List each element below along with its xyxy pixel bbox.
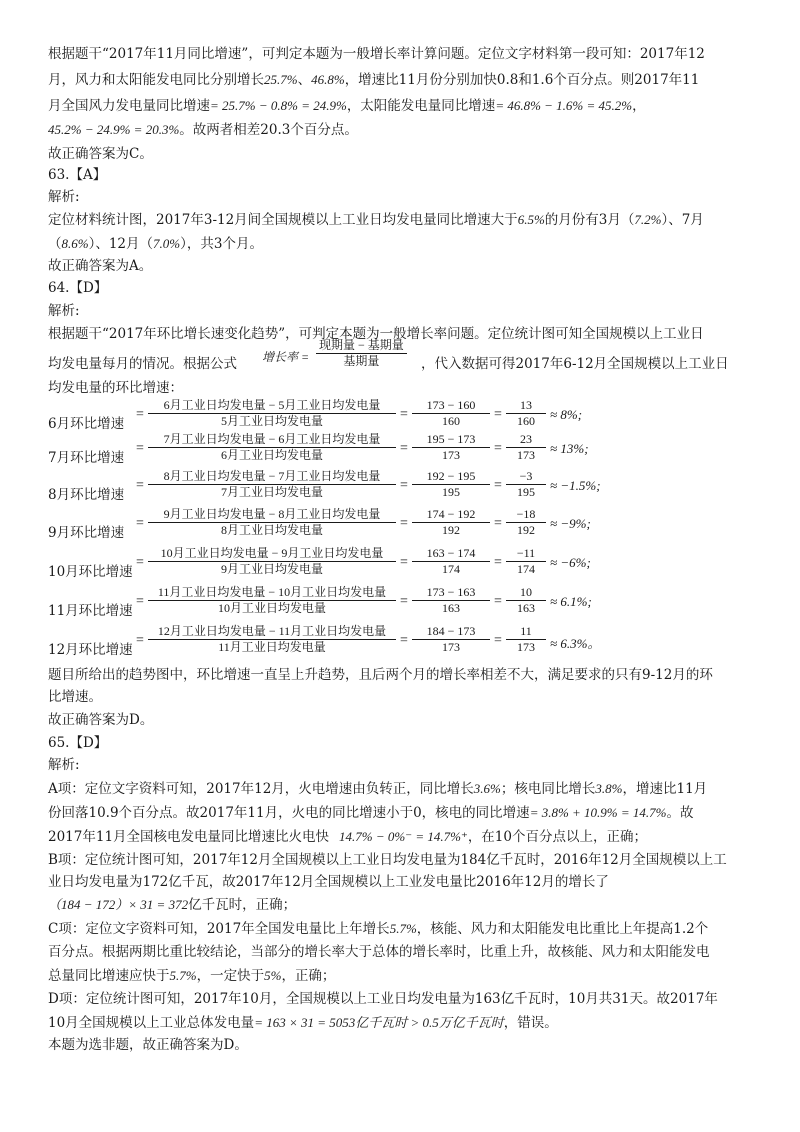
text-run: 月，风力和太阳能发电同比分别增长	[48, 72, 264, 88]
number-numerator: 173 − 163	[426, 585, 476, 599]
approx-result: ≈ −9%;	[550, 516, 591, 531]
simplified-denominator: 163	[517, 601, 535, 615]
ratio-row	[48, 469, 752, 505]
final-answer-line: 本题为选非题，故正确答案为D。	[48, 1037, 248, 1053]
equals-sign: =	[494, 478, 502, 493]
option-a-line	[48, 804, 752, 822]
word-denominator: 6月工业日均发电量	[220, 448, 323, 462]
simplified-numerator: −3	[519, 469, 533, 483]
text-run: ，增速比11月	[622, 781, 708, 797]
text-run: 2017年11月全国核电发电量同比增速比火电快	[48, 829, 330, 845]
approx-result: ≈ 13%;	[550, 441, 589, 456]
simplified-denominator: 195	[517, 485, 535, 499]
math-inline: = 46.8% − 1.6% = 45.2%	[495, 98, 633, 113]
text-run: 、	[297, 72, 312, 88]
text-run: ，在10个百分点以上，正确；	[467, 829, 647, 845]
word-fraction	[148, 546, 396, 577]
word-numerator: 6月工业日均发电量 − 5月工业日均发电量	[163, 398, 381, 412]
approx-result: ≈ 6.1%;	[550, 594, 592, 609]
option-c-line	[48, 967, 752, 985]
math-inline: = 163 × 31 = 5053亿千瓦时 > 0.5万亿千瓦时	[254, 1015, 504, 1030]
math-inline: 5.7%	[389, 921, 417, 936]
text-run: 。故	[666, 805, 694, 821]
text-run: 总量同比增速应快于	[48, 968, 170, 984]
word-fraction	[148, 507, 396, 538]
number-numerator: 173 − 160	[426, 398, 476, 412]
option-c-line	[48, 920, 752, 938]
math-inline: = 25.7% − 0.8% = 24.9%	[210, 98, 347, 113]
paragraph-line: 题目所给出的趋势图中，环比增速一直呈上升趋势，且后两个月的增长率相差不大，满足要求的只有9-12月的环	[48, 667, 713, 683]
ratio-row	[48, 624, 752, 660]
number-denominator: 173	[442, 448, 460, 462]
text-run: ，一定快于	[196, 968, 265, 984]
equals-sign: =	[400, 516, 408, 531]
row-label: 8月环比增速	[48, 487, 125, 503]
paragraph-line: 根据题干“2017年11月同比增速”，可判定本题为一般增长率计算问题。定位文字材料第一段可知：2017年12	[48, 46, 705, 62]
question-header: 63.【A】	[48, 167, 107, 183]
word-numerator: 7月工业日均发电量 − 6月工业日均发电量	[163, 432, 381, 446]
approx-result: ≈ 8%;	[550, 407, 583, 422]
analysis-label: 解析:	[48, 189, 80, 205]
paragraph-line: 均发电量的环比增速：	[48, 380, 183, 396]
word-numerator: 10月工业日均发电量 − 9月工业日均发电量	[160, 546, 384, 560]
math-inline: （184 − 172）× 31 = 372	[48, 897, 189, 912]
growth-rate-formula	[262, 338, 422, 374]
text-run: 均发电量每月的情况。根据公式	[48, 356, 237, 372]
text-run: 亿千瓦时，正确；	[188, 897, 297, 913]
text-run: 月全国风力发电量同比增速	[48, 98, 210, 114]
question-header: 65.【D】	[48, 735, 108, 751]
row-label: 9月环比增速	[48, 525, 125, 541]
option-b-line: B项：定位统计图可知，2017年12月全国规模以上工业日均发电量为184亿千瓦时，2016年12月全国规模以上工	[48, 852, 727, 868]
option-d-line	[48, 1014, 752, 1032]
math-inline: 7.0%	[153, 236, 181, 251]
equals-sign: =	[400, 441, 408, 456]
text-run: 。故两者相差20.3个百分点。	[179, 122, 358, 138]
paragraph-line: 比增速。	[48, 689, 102, 705]
text-run: ，增速比11月份分别加快0.8和1.6个百分点。则2017年11	[344, 72, 700, 88]
simplified-fraction	[506, 585, 546, 616]
text-run: 的月份有3月（	[544, 212, 635, 228]
word-fraction	[148, 469, 396, 500]
word-denominator: 10月工业日均发电量	[217, 601, 326, 615]
number-fraction	[412, 546, 490, 577]
text-run: ）、7月	[661, 212, 704, 228]
math-inline: 8.6%	[61, 236, 89, 251]
ratio-row	[48, 432, 752, 468]
math-inline: 46.8%	[311, 72, 345, 87]
math-inline: 3.8%	[595, 781, 623, 796]
text-run: C项：定位文字资料可知，2017年全国发电量比上年增长	[48, 921, 390, 937]
word-denominator: 9月工业日均发电量	[220, 562, 323, 576]
ratio-row	[48, 507, 752, 543]
simplified-denominator: 173	[517, 640, 535, 654]
paragraph-line: 根据题干“2017年环比增长速变化趋势”，可判定本题为一般增长率问题。定位统计图可知全国规模以上工业日	[48, 326, 704, 342]
option-b-line	[48, 896, 752, 914]
simplified-denominator: 192	[517, 523, 535, 537]
math-inline: 3.6%	[473, 781, 501, 796]
number-denominator: 160	[442, 414, 460, 428]
equals-sign: =	[136, 555, 144, 570]
equals-sign: =	[136, 478, 144, 493]
approx-result: ≈ −1.5%;	[550, 478, 601, 493]
paragraph-line	[48, 97, 752, 115]
word-denominator: 7月工业日均发电量	[220, 485, 323, 499]
math-inline: 5.7%	[169, 968, 197, 983]
number-fraction	[412, 398, 490, 429]
simplified-numerator: −18	[516, 507, 536, 521]
word-numerator: 12月工业日均发电量 − 11月工业日均发电量	[157, 624, 387, 638]
number-fraction	[412, 432, 490, 463]
simplified-denominator: 173	[517, 448, 535, 462]
equals-sign: =	[494, 555, 502, 570]
equals-sign: =	[494, 441, 502, 456]
row-label: 7月环比增速	[48, 450, 125, 466]
word-fraction	[148, 398, 396, 429]
paragraph-line	[48, 235, 752, 253]
text-run: 10月全国规模以上工业总体发电量	[48, 1015, 255, 1031]
number-numerator: 163 − 174	[426, 546, 476, 560]
equals-sign: =	[494, 633, 502, 648]
math-inline: 14.7% − 0%⁻ = 14.7%⁺	[339, 829, 468, 844]
option-c-line: 百分点。根据两期比重比较结论，当部分的增长率大于总体的增长率时，比重上升，故核能、风力和太阳能发电	[48, 944, 710, 960]
math-inline: 25.7%	[264, 72, 298, 87]
ratio-row	[48, 398, 752, 434]
simplified-fraction	[506, 507, 546, 538]
simplified-numerator: −11	[516, 546, 536, 560]
simplified-numerator: 13	[520, 398, 532, 412]
math-inline: 7.2%	[634, 212, 662, 227]
formula-lhs: 增长率 =	[262, 350, 310, 364]
formula-numerator: 现期量 − 基期量	[319, 338, 404, 352]
equals-sign: =	[136, 594, 144, 609]
equals-sign: =	[136, 441, 144, 456]
number-fraction	[412, 624, 490, 655]
text-run: ；核电同比增长	[500, 781, 596, 797]
number-numerator: 174 − 192	[426, 507, 476, 521]
text-run: 定位材料统计图，2017年3-12月间全国规模以上工业日均发电量同比增速大于	[48, 212, 518, 228]
text-run: ，	[632, 98, 646, 114]
text-run: 份回落10.9个百分点。故2017年11月，火电的同比增速小于0，核电的同比增速	[48, 805, 530, 821]
text-run: A项：定位文字资料可知，2017年12月，火电增速由负转正，同比增长	[48, 781, 474, 797]
paragraph-line	[48, 71, 752, 89]
simplified-fraction	[506, 398, 546, 429]
ratio-row	[48, 546, 752, 582]
analysis-label: 解析:	[48, 303, 80, 319]
text-run: （	[48, 236, 62, 252]
word-fraction	[148, 624, 396, 655]
word-denominator: 8月工业日均发电量	[220, 523, 323, 537]
word-denominator: 5月工业日均发电量	[220, 414, 323, 428]
word-numerator: 8月工业日均发电量 − 7月工业日均发电量	[163, 469, 381, 483]
word-fraction	[148, 432, 396, 463]
option-a-line	[48, 780, 752, 798]
simplified-numerator: 10	[520, 585, 532, 599]
row-label: 11月环比增速	[48, 603, 133, 619]
answer-line: 故正确答案为D。	[48, 712, 154, 728]
row-label: 12月环比增速	[48, 642, 133, 658]
number-fraction	[412, 585, 490, 616]
analysis-label: 解析:	[48, 757, 80, 773]
equals-sign: =	[136, 633, 144, 648]
number-fraction	[412, 469, 490, 500]
simplified-numerator: 23	[520, 432, 532, 446]
option-d-line: D项：定位统计图可知，2017年10月，全国规模以上工业日均发电量为163亿千瓦时，10月共31天。故2017年	[48, 991, 718, 1007]
equals-sign: =	[494, 594, 502, 609]
simplified-numerator: 11	[520, 624, 532, 638]
equals-sign: =	[494, 407, 502, 422]
equals-sign: =	[400, 594, 408, 609]
question-header: 64.【D】	[48, 280, 108, 296]
word-numerator: 9月工业日均发电量 − 8月工业日均发电量	[163, 507, 381, 521]
number-denominator: 192	[442, 523, 460, 537]
answer-line: 故正确答案为A。	[48, 258, 153, 274]
text-run: ，错误。	[503, 1015, 558, 1031]
word-numerator: 11月工业日均发电量 − 10月工业日均发电量	[157, 585, 387, 599]
row-label: 6月环比增速	[48, 416, 125, 432]
math-inline: 45.2% − 24.9% = 20.3%	[48, 122, 180, 137]
number-numerator: 184 − 173	[426, 624, 476, 638]
math-inline: 5%	[264, 968, 282, 983]
equals-sign: =	[400, 407, 408, 422]
number-denominator: 195	[442, 485, 460, 499]
text-run: ，代入数据可得2017年6-12月全国规模以上工业日	[421, 356, 729, 372]
number-numerator: 192 − 195	[426, 469, 476, 483]
formula-fraction	[316, 338, 407, 369]
equals-sign: =	[400, 478, 408, 493]
paragraph-line	[48, 121, 752, 139]
equals-sign: =	[494, 516, 502, 531]
word-denominator: 11月工业日均发电量	[218, 640, 326, 654]
option-a-line	[48, 828, 752, 846]
number-denominator: 163	[442, 601, 460, 615]
number-fraction	[412, 507, 490, 538]
equals-sign: =	[136, 516, 144, 531]
approx-result: ≈ −6%;	[550, 555, 591, 570]
number-denominator: 174	[442, 562, 460, 576]
simplified-fraction	[506, 469, 546, 500]
number-denominator: 173	[442, 640, 460, 654]
paragraph-line	[48, 211, 752, 229]
text-run: ，太阳能发电量同比增速	[346, 98, 496, 114]
equals-sign: =	[400, 555, 408, 570]
answer-line: 故正确答案为C。	[48, 146, 153, 162]
simplified-fraction	[506, 432, 546, 463]
word-fraction	[148, 585, 396, 616]
text-run: ，核能、风力和太阳能发电比重比上年提高1.2个	[416, 921, 709, 937]
math-inline: = 3.8% + 10.9% = 14.7%	[529, 805, 667, 820]
option-b-line: 业日均发电量为172亿千瓦，故2017年12月全国规模以上工业发电量比2016年12月的增长了	[48, 874, 609, 890]
row-label: 10月环比增速	[48, 564, 133, 580]
ratio-row	[48, 585, 752, 621]
equals-sign: =	[136, 407, 144, 422]
text-run: ），共3个月。	[180, 236, 263, 252]
formula-denominator: 基期量	[343, 354, 380, 368]
math-inline: 6.5%	[517, 212, 545, 227]
approx-result: ≈ 6.3%。	[550, 636, 601, 651]
number-numerator: 195 − 173	[426, 432, 476, 446]
text-run: ，正确；	[281, 968, 336, 984]
simplified-fraction	[506, 546, 546, 577]
simplified-denominator: 174	[517, 562, 535, 576]
simplified-fraction	[506, 624, 546, 655]
text-run: ）、12月（	[88, 236, 154, 252]
equals-sign: =	[400, 633, 408, 648]
simplified-denominator: 160	[517, 414, 535, 428]
